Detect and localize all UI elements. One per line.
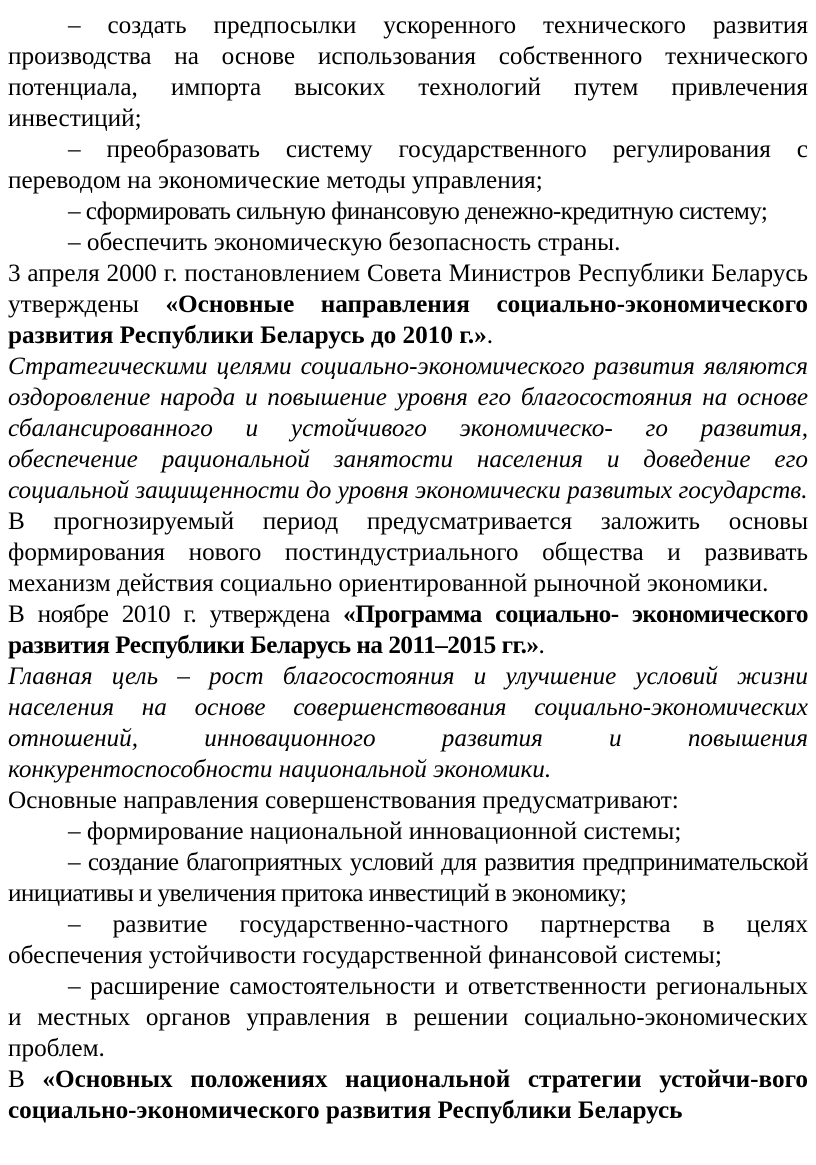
paragraph-text: .: [538, 632, 545, 659]
forecast-paragraph: В прогнозируемый период предусматривается заложить основы формирования нового постиндустриального общества и развивать механизм действия социально ориентированной рыночной экономики.: [8, 508, 808, 597]
program-title: «Программа социально- экономического развития Республики Беларусь на 2011–2015 гг.»: [8, 601, 808, 659]
paragraph-text: .: [486, 322, 494, 349]
list-item: – развитие государственно-частного партнерства в целях обеспечения устойчивости государственной финансовой системы;: [8, 911, 808, 969]
paragraph-text: В: [8, 1066, 43, 1093]
list-item: – расширение самостоятельности и ответственности региональных и местных органов управления в решении социально-экономических проблем.: [8, 973, 808, 1062]
paragraph-text: 3 апреля 2000 г. постановлением Совета Министров Республики Беларусь утверждены: [8, 260, 808, 318]
list-item: – преобразовать систему государственного регулирования с переводом на экономические методы управления;: [8, 136, 808, 194]
list-item: – создание благоприятных условий для развития предпринимательской инициативы и увеличения притока инвестиций в экономику;: [8, 849, 808, 907]
list-item: – создать предпосылки ускоренного технического развития производства на основе использования собственного технического потенциала, импорта высоких технологий путем привлечения инвестиций;: [8, 12, 808, 132]
strategy-title: «Основных положениях национальной стратегии устойчи-вого социально-экономического развития Республики Беларусь: [8, 1066, 808, 1124]
goals-paragraph: Стратегическими целями социально-экономического развития являются оздоровление народа и повышение уровня его благосостояния на основе сбалансированного и устойчивого экономическо- го развития, обеспечение рациональной занятости населения и доведение его социальной защищенности до уровня экономически развитых государств.: [8, 353, 808, 504]
list-item: – сформировать сильную финансовую денежно-кредитную систему;: [68, 198, 768, 225]
list-item: – обеспечить экономическую безопасность страны.: [68, 229, 621, 256]
paragraph-2000: [8, 258, 808, 351]
directions-intro: Основные направления совершенствования предусматривают:: [8, 787, 679, 814]
list-item: – формирование национальной инновационной системы;: [68, 818, 682, 845]
paragraph-2010: [8, 599, 808, 661]
paragraph-text: В ноябре 2010 г. утверждена: [8, 601, 344, 628]
document-title: «Основные направления социально-экономического развития Республики Беларусь до 2010 г.»: [8, 291, 808, 349]
strategy-paragraph: [8, 1064, 808, 1126]
main-goal-paragraph: Главная цель – рост благосостояния и улучшение условий жизни населения на основе совершенствования социально-экономических отношений, инновационного развития и повышения конкурентоспособности национальной экономики.: [8, 663, 808, 783]
